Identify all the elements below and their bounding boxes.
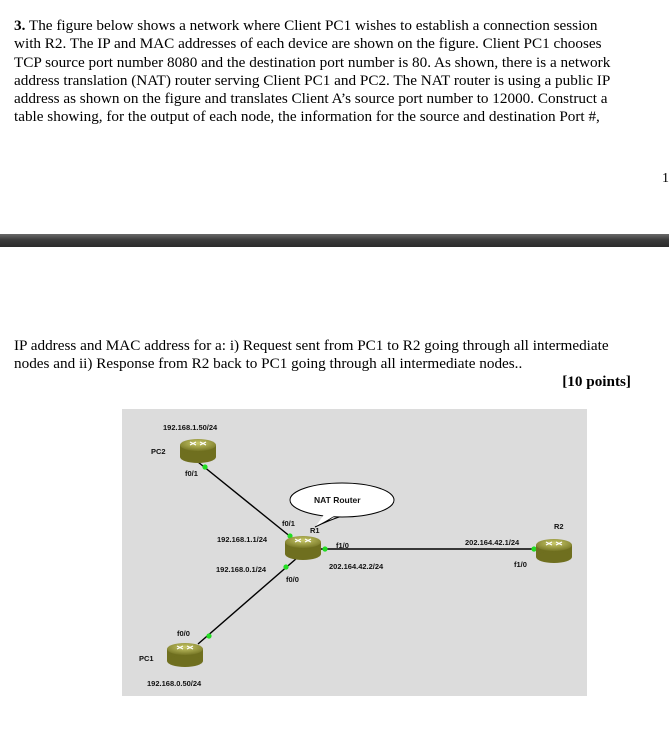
- pc2-name-label: PC2: [151, 447, 166, 456]
- r1-name-label: R1: [310, 526, 320, 535]
- pc1-port-label: f0/0: [177, 629, 190, 638]
- question-line-6: table showing, for the output of each node, the information for the source and destination Port #,: [14, 108, 600, 126]
- r1-bottom-ip-label: 192.168.0.1/24: [216, 565, 267, 574]
- continuation-line-2: nodes and ii) Response from R2 back to PC1 going through all intermediate nodes..: [14, 355, 523, 373]
- nat-callout-bubble: [290, 483, 394, 527]
- question-number: 3.: [14, 17, 26, 34]
- port-dot-r1-right: [322, 546, 327, 551]
- nat-callout-text: NAT Router: [314, 495, 361, 505]
- continuation-line-1: IP address and MAC address for a: i) Request sent from PC1 to R2 going through all intermediate: [14, 337, 609, 354]
- pc1-ip-label: 192.168.0.50/24: [147, 679, 202, 688]
- question-line-3: TCP source port number 8080 and the destination port number is 80. As shown, there is a network: [14, 53, 611, 71]
- r2-router-icon: [536, 539, 572, 563]
- question-continuation: [14, 337, 654, 374]
- network-diagram-svg: [122, 409, 587, 696]
- r2-ip-label: 202.164.42.1/24: [465, 538, 520, 547]
- question-paragraph: [14, 17, 654, 127]
- r1-router-icon: [285, 536, 321, 560]
- port-dot-pc1: [206, 633, 211, 638]
- page-divider: [0, 234, 669, 247]
- question-line-4: address translation (NAT) router serving Client PC1 and PC2. The NAT router is using a public IP: [14, 71, 611, 89]
- network-diagram: [122, 409, 587, 696]
- question-line-1: 3. The figure below shows a network where Client PC1 wishes to establish a connection session: [14, 17, 598, 34]
- pc1-name-label: PC1: [139, 654, 154, 663]
- port-dot-r2: [531, 546, 536, 551]
- r1-right-port-label: f1/0: [336, 541, 349, 550]
- r2-port-label: f1/0: [514, 560, 527, 569]
- question-line-5: address as shown on the figure and translates Client A’s source port number to 12000. Construct a: [14, 90, 608, 108]
- r1-right-ip-label: 202.164.42.2/24: [329, 562, 384, 571]
- points-label: [10 points]: [562, 373, 631, 390]
- pc1-router-icon: [167, 643, 203, 667]
- link-pc2-r1: [198, 462, 297, 542]
- pc2-port-label: f0/1: [185, 469, 198, 478]
- pc2-ip-label: 192.168.1.50/24: [163, 423, 218, 432]
- port-dot-r1-bottom: [283, 564, 288, 569]
- pc2-router-icon: [180, 439, 216, 463]
- r1-top-port-label: f0/1: [282, 519, 295, 528]
- r2-name-label: R2: [554, 522, 564, 531]
- port-dot-pc2: [202, 464, 207, 469]
- r1-top-ip-label: 192.168.1.1/24: [217, 535, 268, 544]
- page-number: 1: [662, 171, 669, 186]
- question-line-2: with R2. The IP and MAC addresses of each device are shown on the figure. Client PC1 chooses: [14, 35, 602, 53]
- r1-bottom-port-label: f0/0: [286, 575, 299, 584]
